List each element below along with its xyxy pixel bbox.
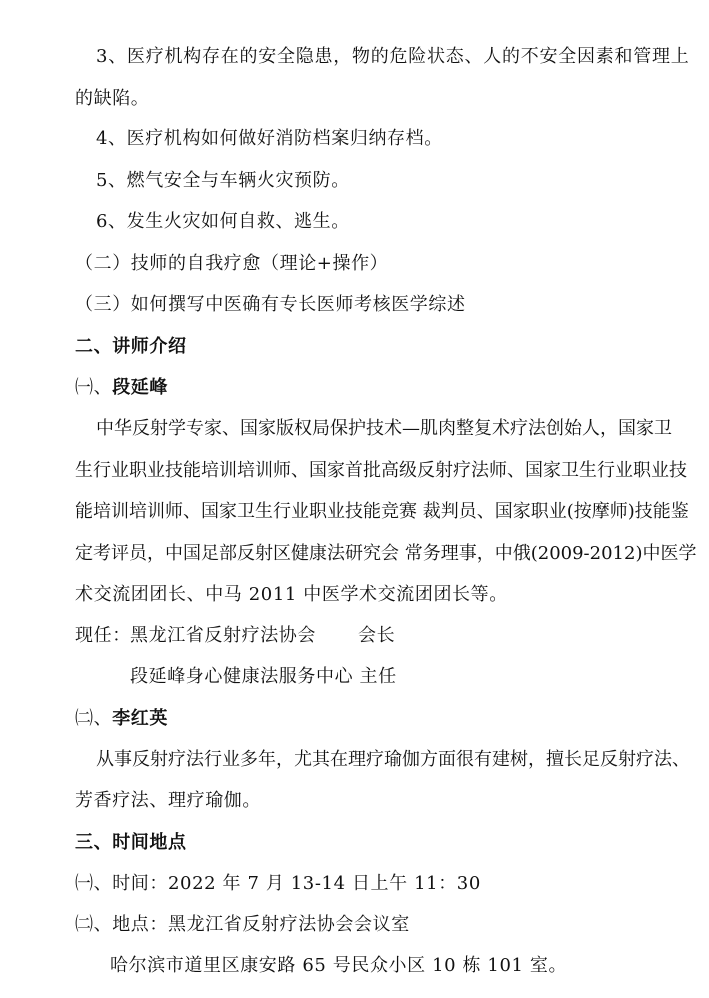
lecturer-1-bio-line-2: 生行业职业技能培训培训师、国家首批高级反射疗法师、国家卫生行业职业技 xyxy=(75,460,687,481)
schedule-time-number: ㈠、 xyxy=(75,873,113,894)
lecturer-2-number: ㈡、 xyxy=(75,708,113,729)
schedule-place-number: ㈡、 xyxy=(75,914,113,935)
lecturer-1-current-label: 现任： xyxy=(75,625,131,646)
lecturer-1-bio-line-4: 定考评员，中国足部反射区健康法研究会 常务理事，中俄(2009-2012)中医学 xyxy=(75,543,697,564)
schedule-address: 哈尔滨市道里区康安路 65 号民众小区 10 栋 101 室。 xyxy=(110,955,568,976)
lecturer-1-position-1-org: 黑龙江省反射疗法协会 xyxy=(130,625,316,646)
topic-item-4: 4、医疗机构如何做好消防档案归纳存档。 xyxy=(96,128,443,149)
lecturer-1-position-2: 段延峰身心健康法服务中心 主任 xyxy=(130,666,397,687)
topic-item-5: 5、燃气安全与车辆火灾预防。 xyxy=(96,170,350,191)
lecturer-1-number: ㈠、 xyxy=(75,377,113,398)
schedule-time xyxy=(75,873,481,895)
lecturers-heading: 二、讲师介绍 xyxy=(75,336,187,357)
topic-item-3-line-2: 的缺陷。 xyxy=(75,88,150,109)
lecturer-2-heading xyxy=(75,708,168,730)
schedule-heading: 三、时间地点 xyxy=(75,832,187,853)
schedule-place xyxy=(75,914,410,936)
topic-sub-3: （三）如何撰写中医确有专长医师考核医学综述 xyxy=(75,294,466,315)
topic-item-6: 6、发生火灾如何自救、逃生。 xyxy=(96,211,350,232)
lecturer-1-name: 段延峰 xyxy=(112,377,169,398)
lecturer-2-bio-line-2: 芳香疗法、理疗瑜伽。 xyxy=(75,790,261,811)
schedule-time-text: 时间：2022 年 7 月 13-14 日上午 11：30 xyxy=(112,873,481,894)
topic-sub-2: （二）技师的自我疗愈（理论+操作） xyxy=(75,253,389,274)
lecturer-1-position-1-title: 会长 xyxy=(358,625,396,646)
lecturer-1-bio-line-3: 能培训培训师、国家卫生行业职业技能竞赛 裁判员、国家职业(按摩师)技能鉴 xyxy=(75,501,689,522)
lecturer-1-bio-line-1: 中华反射学专家、国家版权局保护技术—肌肉整复术疗法创始人，国家卫 xyxy=(96,418,672,439)
lecturer-2-bio-line-1: 从事反射疗法行业多年，尤其在理疗瑜伽方面很有建树，擅长足反射疗法、 xyxy=(96,749,690,770)
lecturer-1-bio-line-5: 术交流团团长、中马 2011 中医学术交流团团长等。 xyxy=(75,584,508,605)
schedule-place-text: 地点：黑龙江省反射疗法协会会议室 xyxy=(112,914,410,935)
lecturer-1-heading xyxy=(75,377,168,399)
lecturer-2-name: 李红英 xyxy=(112,708,169,729)
topic-item-3-line-1: 3、医疗机构存在的安全隐患，物的危险状态、人的不安全因素和管理上 xyxy=(96,46,690,67)
